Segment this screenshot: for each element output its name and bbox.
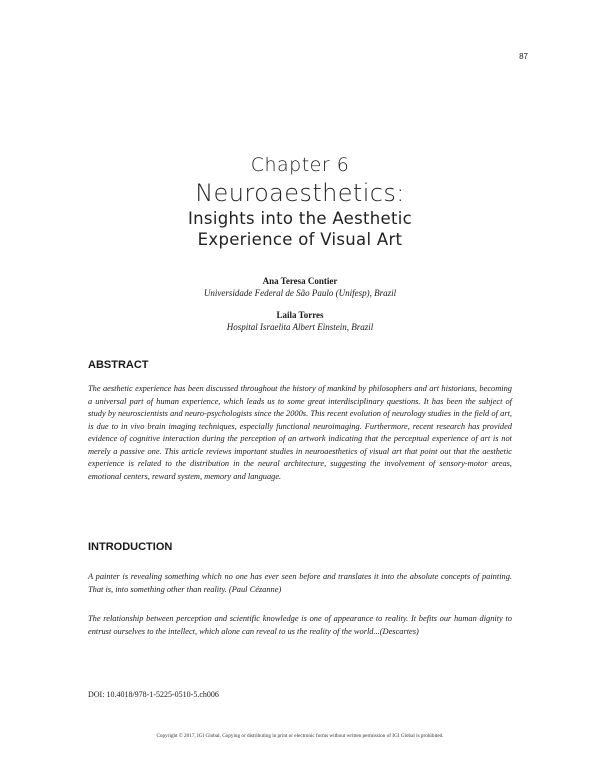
- epigraph-quote-descartes: The relationship between perception and scientific knowledge is one of appearance to reality. It befits our human dignity to entrust ourselves to the intellect, which alone can reveal to us the reality of the world...(Descartes): [88, 614, 512, 636]
- chapter-header: [0, 152, 600, 250]
- author-affiliation: Universidade Federal de São Paulo (Unifesp), Brazil: [203, 288, 397, 298]
- chapter-subtitle-line-2: Experience of Visual Art: [197, 230, 403, 249]
- author-name: Ana Teresa Contier: [262, 276, 338, 286]
- epigraph-quote-cezanne: A painter is revealing something which no one has ever seen before and translates it into the absolute concepts of painting. That is, into something other than reality. (Paul Cézanne): [88, 572, 512, 594]
- chapter-label: Chapter 6: [250, 154, 350, 176]
- doi: DOI: 10.4018/978-1-5225-0510-5.ch006: [88, 690, 219, 699]
- abstract-heading: ABSTRACT: [88, 359, 149, 371]
- copyright-notice: Copyright © 2017, IGI Global. Copying or distributing in print or electronic forms without written permission of IGI Global is prohibited.: [156, 733, 444, 739]
- chapter-title: Neuroaesthetics:: [195, 179, 405, 207]
- author-list: [0, 275, 600, 333]
- abstract-text: The aesthetic experience has been discussed throughout the history of mankind by philosophers and art historians, becoming a universal part of human experience, which leads us to some great interdisciplinary questions. It has been the subject of study by neuroscientists and neuro-psychologists since the 2000s. This recent evolution of neurology studies in the field of art, is due to in vivo brain imaging techniques, especially functional neuroimaging. Furthermore, recent research has provided evidence of cognitive interaction during the perception of an artwork indicating that the perceptual experience of art is not merely a passive one. This article reviews important studies in neuroaesthetics of visual art that point out that the aesthetic experience is related to the distribution in the neural architecture, suggesting the involvement of sensory-motor areas, emotional centers, reward system, memory and language.: [88, 384, 512, 481]
- introduction-heading: INTRODUCTION: [88, 541, 173, 553]
- author-name: Laila Torres: [276, 310, 324, 320]
- author-affiliation: Hospital Israelita Albert Einstein, Brazil: [226, 322, 374, 332]
- chapter-subtitle-line-1: Insights into the Aesthetic: [188, 209, 412, 228]
- page-number: 87: [519, 52, 528, 61]
